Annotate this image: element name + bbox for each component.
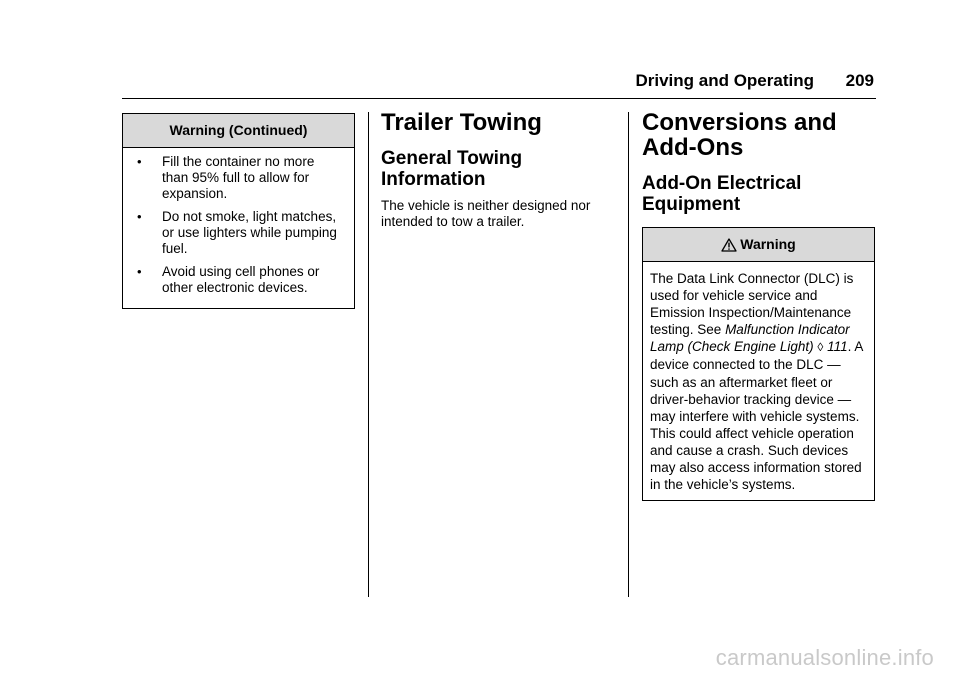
bullet-icon: •	[137, 264, 142, 279]
section-heading-trailer-towing: Trailer Towing	[381, 109, 542, 136]
column-right	[642, 110, 875, 501]
warning-title: Warning	[740, 236, 796, 252]
column-middle	[381, 110, 613, 230]
towing-body-text: The vehicle is neither designed nor intended to tow a trailer.	[381, 198, 591, 229]
section-heading-conversions: Conversions and Add-Ons	[642, 109, 837, 161]
page-number: 209	[845, 71, 874, 90]
warning-continued-title: Warning (Continued)	[123, 114, 354, 148]
column-left	[122, 113, 355, 309]
warning-list	[123, 148, 354, 308]
list-item-text: Fill the container no more than 95% full to allow for expansion.	[162, 154, 315, 201]
subheading-general-towing: General Towing Information	[381, 148, 523, 190]
watermark: carmanualsonline.info	[715, 645, 934, 670]
page-ref-number[interactable]: 111	[827, 339, 848, 355]
bullet-icon: •	[137, 154, 142, 169]
list-item	[133, 264, 340, 296]
bullet-icon: •	[137, 209, 142, 224]
column-divider-right	[628, 112, 629, 597]
list-item	[133, 154, 340, 202]
section-title: Driving and Operating	[635, 71, 814, 90]
warning-continued-box	[122, 113, 355, 309]
warning-triangle-icon	[721, 238, 737, 252]
header-divider	[122, 98, 876, 99]
warning-box	[642, 227, 875, 501]
list-item	[133, 209, 340, 257]
list-item-text: Do not smoke, light matches, or use lighters while pumping fuel.	[162, 209, 337, 256]
warning-text: . A device connected to the DLC — such as an aftermarket fleet or driver-behavior tracking device — may interfere with vehicle systems. This could affect vehicle operation and cause a crash. Such devices may also access information stored in the vehicle’s systems.	[650, 339, 863, 493]
malfunction-lamp-link[interactable]: Malfunction Indicator Lamp (Check Engine Light)	[650, 322, 850, 355]
list-item-text: Avoid using cell phones or other electronic devices.	[162, 264, 320, 295]
warning-header	[643, 228, 874, 262]
warning-text: The Data Link Connector (DLC) is used for vehicle service and Emission Inspection/Maintenance testing. See	[650, 271, 854, 338]
warning-body	[643, 262, 874, 500]
page-ref-icon: ◊	[817, 340, 824, 355]
column-divider-left	[368, 112, 369, 597]
subheading-add-on-electrical: Add-On Electrical Equipment	[642, 173, 802, 215]
